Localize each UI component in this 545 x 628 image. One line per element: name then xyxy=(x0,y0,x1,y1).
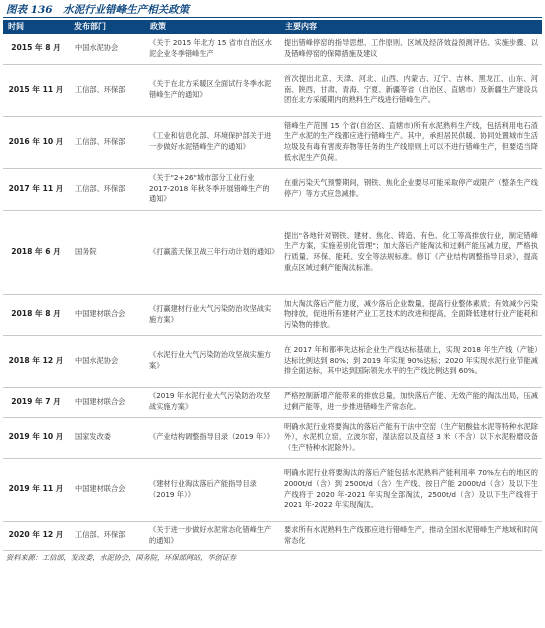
cell-time: 2016 年 10 月 xyxy=(3,116,69,168)
cell-dept: 工信部、环保部 xyxy=(69,168,145,210)
table-header-row xyxy=(3,20,542,34)
header-dept: 发布部门 xyxy=(69,20,145,34)
table-row xyxy=(3,294,542,335)
cell-dept: 中国建材联合会 xyxy=(69,294,145,335)
table-row xyxy=(3,335,542,387)
cell-dept: 国家发改委 xyxy=(69,417,145,458)
cell-policy: 《关于"2+26"城市部分工业行业 2017-2018 年秋冬季开展错峰生产的通知》 xyxy=(145,168,280,210)
cell-policy: 《关于 2015 年北方 15 省市自治区水泥企业冬季错峰生产 xyxy=(145,34,280,64)
cell-policy: 《关于在北方采暖区全面试行冬季水泥错峰生产的通知》 xyxy=(145,64,280,116)
cell-time: 2018 年 8 月 xyxy=(3,294,69,335)
cell-policy: 《产业结构调整指导目录（2019 年）》 xyxy=(145,417,280,458)
source-note: 资料来源：工信部，发改委，水泥协会，国务院，环保部网站，华创证券 xyxy=(6,552,237,562)
cell-policy: 《打赢建材行业大气污染防治攻坚战实施方案》 xyxy=(145,294,280,335)
cell-content: 严格控制新增产能带来的排放总量，加快落后产能、无效产能的淘汰出局，压减过剩产能等，进一步推进错峰生产常态化。 xyxy=(280,387,542,417)
table-row xyxy=(3,417,542,458)
cell-content: 要求所有水泥熟料生产线都应进行错峰生产，推动全国水泥错峰生产地域和时间常态化 xyxy=(280,521,542,550)
cell-policy: 《建材行业淘汰落后产能指导目录（2019 年）》 xyxy=(145,458,280,521)
cell-content: 提出"各地针对钢铁、建材、焦化、铸造、有色、化工等高排放行业，制定错峰生产方案，实施差别化管理"；加大落后产能淘汰和过剩产能压减力度，严格执行质量、环保、能耗、安全等法规标准。修订《产业结构调整指导目录》，提高重点区域过剩产能淘汰标准。 xyxy=(280,210,542,294)
cell-dept: 中国水泥协会 xyxy=(69,335,145,387)
cell-content: 明确水泥行业将要淘汰的落后产能有干法中空窑（生产铝酸盐水泥等特种水泥除外），水泥机立窑，立波尔窑，湿法窑以及直径 3 米（不含）以下水泥粉磨设备（生产特种水泥除外）。 xyxy=(280,417,542,458)
cell-content: 在 2017 年和都率先达标企业生产线达标基础上，实现 2018 年生产线（产能）达标比例达到 80%；到 2019 年实现 90%达标；2020 年实现水泥行业节能减排全面达标，其中达到国际领先水平的生产线比例达到 60%。 xyxy=(280,335,542,387)
cell-time: 2015 年 11 月 xyxy=(3,64,69,116)
table-row xyxy=(3,116,542,168)
cell-policy: 《工业和信息化部、环境保护部关于进一步做好水泥错峰生产的通知》 xyxy=(145,116,280,168)
cell-dept: 国务院 xyxy=(69,210,145,294)
cell-time: 2019 年 10 月 xyxy=(3,417,69,458)
header-content: 主要内容 xyxy=(280,20,542,34)
cell-content: 错峰生产范围 15 个省(自治区、直辖市)所有水泥熟料生产线，包括利用电石渣生产水泥的生产线都应进行错峰生产。其中，承担居民供暖、协同处置城市生活垃圾及有毒有害废弃物等任务的生产线原则上可以不进行错峰生产，但要适当降低水泥生产负荷。 xyxy=(280,116,542,168)
header-time: 时间 xyxy=(3,20,69,34)
cell-policy: 《2019 年水泥行业大气污染防治攻坚战实施方案》 xyxy=(145,387,280,417)
cell-policy: 《打赢蓝天保卫战三年行动计划的通知》 xyxy=(145,210,280,294)
figure-title: 图表 136 水泥行业错峰生产相关政策 xyxy=(6,3,190,16)
cell-dept: 工信部、环保部 xyxy=(69,521,145,550)
cell-time: 2018 年 6 月 xyxy=(3,210,69,294)
cell-dept: 工信部、环保部 xyxy=(69,64,145,116)
table-row xyxy=(3,168,542,210)
table-row xyxy=(3,34,542,64)
cell-time: 2019 年 11 月 xyxy=(3,458,69,521)
cell-time: 2019 年 7 月 xyxy=(3,387,69,417)
cell-dept: 中国建材联合会 xyxy=(69,458,145,521)
table-row xyxy=(3,521,542,550)
figure-title-bar xyxy=(3,2,542,18)
cell-content: 提出错峰停窑的指导思想、工作原则、区域及经济效益预测评估、实施步骤、以及错峰停窑的保障措施及建议 xyxy=(280,34,542,64)
cell-time: 2018 年 12 月 xyxy=(3,335,69,387)
cell-content: 在重污染天气预警期间，钢铁、焦化企业要尽可能采取停产或限产（整条生产线停产）等方式应急减排。 xyxy=(280,168,542,210)
policy-table xyxy=(3,20,542,551)
cell-time: 2017 年 11 月 xyxy=(3,168,69,210)
cell-policy: 《关于进一步做好水泥常态化错峰生产的通知》 xyxy=(145,521,280,550)
table-row xyxy=(3,64,542,116)
cell-time: 2015 年 8 月 xyxy=(3,34,69,64)
cell-content: 首次提出北京、天津、河北、山西、内蒙古、辽宁、吉林、黑龙江、山东、河南、陕西、甘肃、青海、宁夏、新疆等省（自治区、直辖市）及新疆生产建设兵团在北方采暖期内的熟料生产线进行错峰生产。 xyxy=(280,64,542,116)
cell-content: 明确水泥行业将要淘汰的落后产能包括水泥熟料产能利用率 70%左右的地区的 2000t/d（含）到 2500t/d（含）生产线、按日产能 2000t/d（含）及以下生产线将于 2020 年-2021 年实现全部淘汰，2500t/d（含）及以下生产线将于 2021 年-2022 年实现淘汰。 xyxy=(280,458,542,521)
table-row xyxy=(3,458,542,521)
cell-dept: 工信部、环保部 xyxy=(69,116,145,168)
cell-dept: 中国水泥协会 xyxy=(69,34,145,64)
cell-policy: 《水泥行业大气污染防治攻坚战实施方案》 xyxy=(145,335,280,387)
cell-content: 加大淘汰落后产能力度，减少落后企业数量，提高行业整体素质；有效减少污染物排放，促进所有建材产业工艺技术的改进和提高，全面降低建材行业产能耗和污染物的排放。 xyxy=(280,294,542,335)
cell-time: 2020 年 12 月 xyxy=(3,521,69,550)
header-policy: 政策 xyxy=(145,20,280,34)
cell-dept: 中国建材联合会 xyxy=(69,387,145,417)
table-row xyxy=(3,210,542,294)
table-row xyxy=(3,387,542,417)
